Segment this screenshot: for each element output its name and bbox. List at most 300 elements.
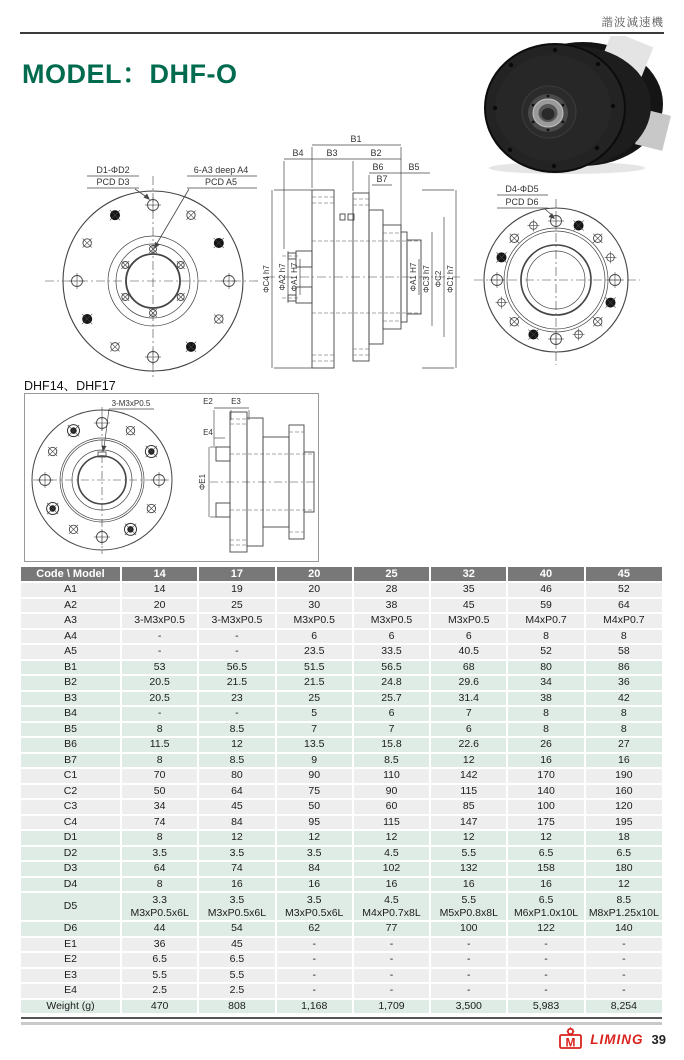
cell-value: 3,500: [430, 999, 507, 1015]
cell-value: 6.5: [585, 846, 662, 862]
cell-value: 8,254: [585, 999, 662, 1015]
cell-value: 56.5: [198, 660, 275, 676]
spec-table-section: [21, 567, 662, 1015]
cell-value: 16: [198, 877, 275, 893]
front-callout-1: [87, 165, 150, 200]
cell-value: 30: [276, 598, 353, 614]
cell-value: 95: [276, 815, 353, 831]
cell-value: 170: [507, 768, 584, 784]
cell-value: 100: [430, 921, 507, 937]
cell-value: 20: [276, 582, 353, 598]
cell-value: -: [430, 952, 507, 968]
cell-value: 90: [353, 784, 430, 800]
cell-value: 74: [198, 861, 275, 877]
cell-value: -: [430, 937, 507, 953]
cell-value: 6.5 M6xP1.0x10L: [507, 892, 584, 921]
cell-value: 38: [507, 691, 584, 707]
row-code: A5: [21, 644, 121, 660]
cell-value: 44: [121, 921, 198, 937]
callout-3-m3: 3-M3xP0.5: [111, 399, 151, 408]
rear-view-drawing: [452, 175, 672, 377]
cell-value: 3.5 M3xP0.5x6L: [198, 892, 275, 921]
cell-value: 3-M3xP0.5: [198, 613, 275, 629]
cell-value: 8.5 M8xP1.25x10L: [585, 892, 662, 921]
row-code: B4: [21, 706, 121, 722]
cell-value: 4.5 M4xP0.7x8L: [353, 892, 430, 921]
cell-value: 29.6: [430, 675, 507, 691]
cell-value: 35: [430, 582, 507, 598]
cell-value: 20.5: [121, 675, 198, 691]
cell-value: 46: [507, 582, 584, 598]
cell-value: 132: [430, 861, 507, 877]
table-row: [21, 999, 662, 1015]
cell-value: 8: [121, 722, 198, 738]
cell-value: -: [430, 968, 507, 984]
cell-value: 22.6: [430, 737, 507, 753]
cell-value: 8.5: [198, 722, 275, 738]
cell-value: 53: [121, 660, 198, 676]
cell-value: -: [507, 937, 584, 953]
cell-value: 7: [430, 706, 507, 722]
cell-value: 50: [121, 784, 198, 800]
cell-value: 102: [353, 861, 430, 877]
dim-c2: ΦC2: [434, 270, 443, 288]
cell-value: 21.5: [198, 675, 275, 691]
dhf14-17-drawing: [25, 394, 318, 561]
table-header-row: [21, 567, 662, 582]
cell-value: 84: [198, 815, 275, 831]
cell-value: 74: [121, 815, 198, 831]
table-row: [21, 613, 662, 629]
section-dim-labels: [262, 134, 455, 293]
cell-value: 190: [585, 768, 662, 784]
row-code: D2: [21, 846, 121, 862]
header-rule: [20, 32, 664, 34]
table-row: [21, 877, 662, 893]
table-row: [21, 753, 662, 769]
cell-value: -: [353, 983, 430, 999]
cell-value: 84: [276, 861, 353, 877]
cell-value: -: [507, 983, 584, 999]
cell-value: 1,168: [276, 999, 353, 1015]
cell-value: M4xP0.7: [507, 613, 584, 629]
cell-value: 36: [121, 937, 198, 953]
rear-callout: [497, 184, 555, 219]
cell-value: -: [276, 952, 353, 968]
cell-value: 9: [276, 753, 353, 769]
cell-value: -: [585, 952, 662, 968]
cell-value: -: [585, 968, 662, 984]
cell-value: 90: [276, 768, 353, 784]
cell-value: 45: [198, 799, 275, 815]
cell-value: 11.5: [121, 737, 198, 753]
cell-value: 40.5: [430, 644, 507, 660]
row-code: A3: [21, 613, 121, 629]
cell-value: 64: [121, 861, 198, 877]
table-row: [21, 846, 662, 862]
cell-value: -: [121, 644, 198, 660]
cell-value: M4xP0.7: [585, 613, 662, 629]
cell-value: 8.5: [353, 753, 430, 769]
row-code: C1: [21, 768, 121, 784]
cell-value: -: [430, 983, 507, 999]
cell-value: 110: [353, 768, 430, 784]
row-code: A1: [21, 582, 121, 598]
table-bottom-shadow: [21, 1022, 662, 1025]
row-code: D1: [21, 830, 121, 846]
cell-value: M3xP0.5: [430, 613, 507, 629]
dim-a2: ΦA2 h7: [278, 263, 287, 291]
row-code: B3: [21, 691, 121, 707]
table-row: [21, 660, 662, 676]
cell-value: 45: [430, 598, 507, 614]
row-code: B2: [21, 675, 121, 691]
section-dim-lines: [272, 145, 456, 368]
cell-value: 16: [585, 753, 662, 769]
cell-value: 80: [507, 660, 584, 676]
cell-value: 4.5: [353, 846, 430, 862]
cell-value: 16: [353, 877, 430, 893]
cell-value: -: [353, 968, 430, 984]
cell-value: 16: [507, 877, 584, 893]
table-row: [21, 768, 662, 784]
cell-value: 59: [507, 598, 584, 614]
cell-value: 2.5: [121, 983, 198, 999]
table-row: [21, 691, 662, 707]
cell-value: -: [121, 706, 198, 722]
footer: [557, 1027, 666, 1051]
table-row: [21, 799, 662, 815]
cell-value: 14: [121, 582, 198, 598]
table-row: [21, 937, 662, 953]
cell-value: 56.5: [353, 660, 430, 676]
cell-value: 6.5: [121, 952, 198, 968]
table-row: [21, 629, 662, 645]
cell-value: 12: [353, 830, 430, 846]
cell-value: 3.5 M3xP0.5x6L: [276, 892, 353, 921]
row-code: C3: [21, 799, 121, 815]
cell-value: 36: [585, 675, 662, 691]
section-view-drawing: [262, 133, 464, 381]
column-header-model: 45: [585, 567, 662, 582]
cell-value: -: [353, 952, 430, 968]
cell-value: 3-M3xP0.5: [121, 613, 198, 629]
column-header-model: 20: [276, 567, 353, 582]
product-photo: [455, 36, 677, 176]
page-number: 39: [651, 1031, 666, 1047]
cell-value: 25: [198, 598, 275, 614]
cell-value: 5.5: [198, 968, 275, 984]
cell-value: 75: [276, 784, 353, 800]
cell-value: 26: [507, 737, 584, 753]
cell-value: 45: [198, 937, 275, 953]
row-code: A4: [21, 629, 121, 645]
spec-table-body: [21, 582, 662, 1014]
callout-d4-d5: D4-ΦD5: [505, 184, 539, 194]
row-code: Weight (g): [21, 999, 121, 1015]
cell-value: 180: [585, 861, 662, 877]
cell-value: 16: [276, 877, 353, 893]
row-code: C2: [21, 784, 121, 800]
cell-value: M3xP0.5: [353, 613, 430, 629]
cell-value: 195: [585, 815, 662, 831]
dim-a1-left: ΦA1 H7: [290, 262, 299, 292]
dim-b7: B7: [376, 174, 388, 184]
cell-value: 3.5: [198, 846, 275, 862]
callout-pcd-d3: PCD D3: [96, 177, 130, 187]
dhf14-17-box: [24, 393, 319, 562]
cell-value: 3.5: [276, 846, 353, 862]
cell-value: 21.5: [276, 675, 353, 691]
cell-value: 470: [121, 999, 198, 1015]
cell-value: 85: [430, 799, 507, 815]
cell-value: -: [276, 937, 353, 953]
cell-value: 115: [430, 784, 507, 800]
cell-value: 5,983: [507, 999, 584, 1015]
column-header-model: 14: [121, 567, 198, 582]
cell-value: -: [276, 983, 353, 999]
cell-value: 16: [507, 753, 584, 769]
cell-value: 147: [430, 815, 507, 831]
column-header-model: 17: [198, 567, 275, 582]
cell-value: 12: [430, 753, 507, 769]
dim-e4: E4: [203, 428, 213, 437]
cell-value: 1,709: [353, 999, 430, 1015]
dim-a1-right: ΦA1 H7: [409, 262, 418, 292]
cell-value: 64: [198, 784, 275, 800]
cell-value: -: [585, 983, 662, 999]
cell-value: 12: [430, 830, 507, 846]
cell-value: 6: [353, 706, 430, 722]
cell-value: 77: [353, 921, 430, 937]
cell-value: 33.5: [353, 644, 430, 660]
cell-value: 122: [507, 921, 584, 937]
category-label: 諧波減速機: [601, 17, 664, 29]
cell-value: -: [198, 629, 275, 645]
cell-value: 3.3 M3xP0.5x6L: [121, 892, 198, 921]
cell-value: 20: [121, 598, 198, 614]
column-header-model: 40: [507, 567, 584, 582]
cell-value: 16: [430, 877, 507, 893]
table-row: [21, 706, 662, 722]
cell-value: 5: [276, 706, 353, 722]
cell-value: 120: [585, 799, 662, 815]
cell-value: 6: [430, 722, 507, 738]
cell-value: 12: [276, 830, 353, 846]
cell-value: 8: [121, 753, 198, 769]
cell-value: 24.8: [353, 675, 430, 691]
table-row: [21, 892, 662, 921]
callout-pcd-d6: PCD D6: [505, 197, 539, 207]
row-code: A2: [21, 598, 121, 614]
dim-b5: B5: [408, 162, 420, 172]
cell-value: 50: [276, 799, 353, 815]
dim-c4: ΦC4 h7: [262, 265, 271, 293]
cell-value: 52: [507, 644, 584, 660]
cell-value: -: [507, 952, 584, 968]
brand-name: LIMING: [590, 1031, 644, 1047]
cell-value: 6.5: [507, 846, 584, 862]
dim-e1: ΦE1: [198, 473, 207, 491]
cell-value: 23: [198, 691, 275, 707]
dim-e3: E3: [231, 397, 241, 406]
table-row: [21, 582, 662, 598]
dim-b1: B1: [350, 134, 362, 144]
table-row: [21, 644, 662, 660]
cell-value: 7: [353, 722, 430, 738]
table-row: [21, 952, 662, 968]
dim-b2: B2: [370, 148, 382, 158]
cell-value: 115: [353, 815, 430, 831]
cell-value: -: [198, 706, 275, 722]
cell-value: 86: [585, 660, 662, 676]
cell-value: 808: [198, 999, 275, 1015]
cell-value: 34: [507, 675, 584, 691]
column-header-model: 25: [353, 567, 430, 582]
table-row: [21, 968, 662, 984]
cell-value: 64: [585, 598, 662, 614]
liming-logo-icon: [557, 1027, 585, 1051]
column-header-model: 32: [430, 567, 507, 582]
cell-value: 8: [121, 877, 198, 893]
front-view-drawing: [25, 148, 273, 380]
dhf-dim-labels: [198, 397, 241, 490]
cell-value: 60: [353, 799, 430, 815]
cell-value: -: [276, 968, 353, 984]
cell-value: 38: [353, 598, 430, 614]
cell-value: 8.5: [198, 753, 275, 769]
row-code: D4: [21, 877, 121, 893]
dim-b6: B6: [372, 162, 384, 172]
callout-6-a3: 6-A3 deep A4: [193, 165, 249, 175]
table-row: [21, 598, 662, 614]
cell-value: 25: [276, 691, 353, 707]
cell-value: 8: [507, 722, 584, 738]
cell-value: 2.5: [198, 983, 275, 999]
cell-value: 28: [353, 582, 430, 598]
dim-c1: ΦC1 h7: [446, 265, 455, 293]
cell-value: 18: [585, 830, 662, 846]
spec-table: [21, 567, 662, 1015]
cell-value: 62: [276, 921, 353, 937]
dim-b4: B4: [292, 148, 304, 158]
cell-value: 12: [507, 830, 584, 846]
cell-value: -: [121, 629, 198, 645]
cell-value: 12: [198, 737, 275, 753]
row-code: E2: [21, 952, 121, 968]
cell-value: M3xP0.5: [276, 613, 353, 629]
cell-value: 25.7: [353, 691, 430, 707]
cell-value: 8: [507, 629, 584, 645]
table-row: [21, 675, 662, 691]
row-code: E3: [21, 968, 121, 984]
cell-value: 15.8: [353, 737, 430, 753]
cell-value: 175: [507, 815, 584, 831]
callout-d1-d2: D1-ΦD2: [96, 165, 130, 175]
cell-value: 70: [121, 768, 198, 784]
row-code: B5: [21, 722, 121, 738]
cell-value: 7: [276, 722, 353, 738]
cell-value: 6.5: [198, 952, 275, 968]
cell-value: 140: [507, 784, 584, 800]
cell-value: 5.5: [430, 846, 507, 862]
cell-value: 52: [585, 582, 662, 598]
cell-value: 58: [585, 644, 662, 660]
cell-value: 12: [585, 877, 662, 893]
cell-value: 100: [507, 799, 584, 815]
cell-value: -: [585, 937, 662, 953]
table-row: [21, 983, 662, 999]
table-row: [21, 861, 662, 877]
table-row: [21, 737, 662, 753]
row-code: B6: [21, 737, 121, 753]
table-row: [21, 830, 662, 846]
row-code: E1: [21, 937, 121, 953]
cell-value: 8: [585, 706, 662, 722]
cell-value: 68: [430, 660, 507, 676]
cell-value: 20.5: [121, 691, 198, 707]
page-title: MODEL：DHF-O: [22, 59, 238, 89]
row-code: C4: [21, 815, 121, 831]
cell-value: 42: [585, 691, 662, 707]
cell-value: 3.5: [121, 846, 198, 862]
cell-value: 6: [353, 629, 430, 645]
table-row: [21, 921, 662, 937]
cell-value: 158: [507, 861, 584, 877]
dim-c3: ΦC3 h7: [422, 265, 431, 293]
dim-e2: E2: [203, 397, 213, 406]
section-label: DHF14、DHF17: [24, 379, 116, 393]
cell-value: 8: [121, 830, 198, 846]
cell-value: 6: [430, 629, 507, 645]
cell-value: -: [353, 937, 430, 953]
row-code: D3: [21, 861, 121, 877]
cell-value: 5.5: [121, 968, 198, 984]
cell-value: 5.5 M5xP0.8x8L: [430, 892, 507, 921]
cell-value: 8: [585, 722, 662, 738]
row-code: B1: [21, 660, 121, 676]
cell-value: 142: [430, 768, 507, 784]
cell-value: -: [198, 644, 275, 660]
table-row: [21, 784, 662, 800]
cell-value: 51.5: [276, 660, 353, 676]
cell-value: 160: [585, 784, 662, 800]
table-bottom-rule: [21, 1017, 662, 1019]
cell-value: 8: [507, 706, 584, 722]
row-code: E4: [21, 983, 121, 999]
cell-value: 54: [198, 921, 275, 937]
row-code: B7: [21, 753, 121, 769]
cell-value: 140: [585, 921, 662, 937]
cell-value: 6: [276, 629, 353, 645]
cell-value: 12: [198, 830, 275, 846]
svg-text:M: M: [565, 1035, 576, 1050]
cell-value: 13.5: [276, 737, 353, 753]
table-row: [21, 815, 662, 831]
column-header-code: Code \ Model: [21, 567, 121, 582]
table-row: [21, 722, 662, 738]
front-callout-2: [154, 165, 257, 249]
cell-value: 80: [198, 768, 275, 784]
cell-value: 34: [121, 799, 198, 815]
cell-value: -: [507, 968, 584, 984]
cell-value: 27: [585, 737, 662, 753]
cell-value: 31.4: [430, 691, 507, 707]
callout-pcd-a5: PCD A5: [204, 177, 238, 187]
row-code: D6: [21, 921, 121, 937]
cell-value: 19: [198, 582, 275, 598]
row-code: D5: [21, 892, 121, 921]
